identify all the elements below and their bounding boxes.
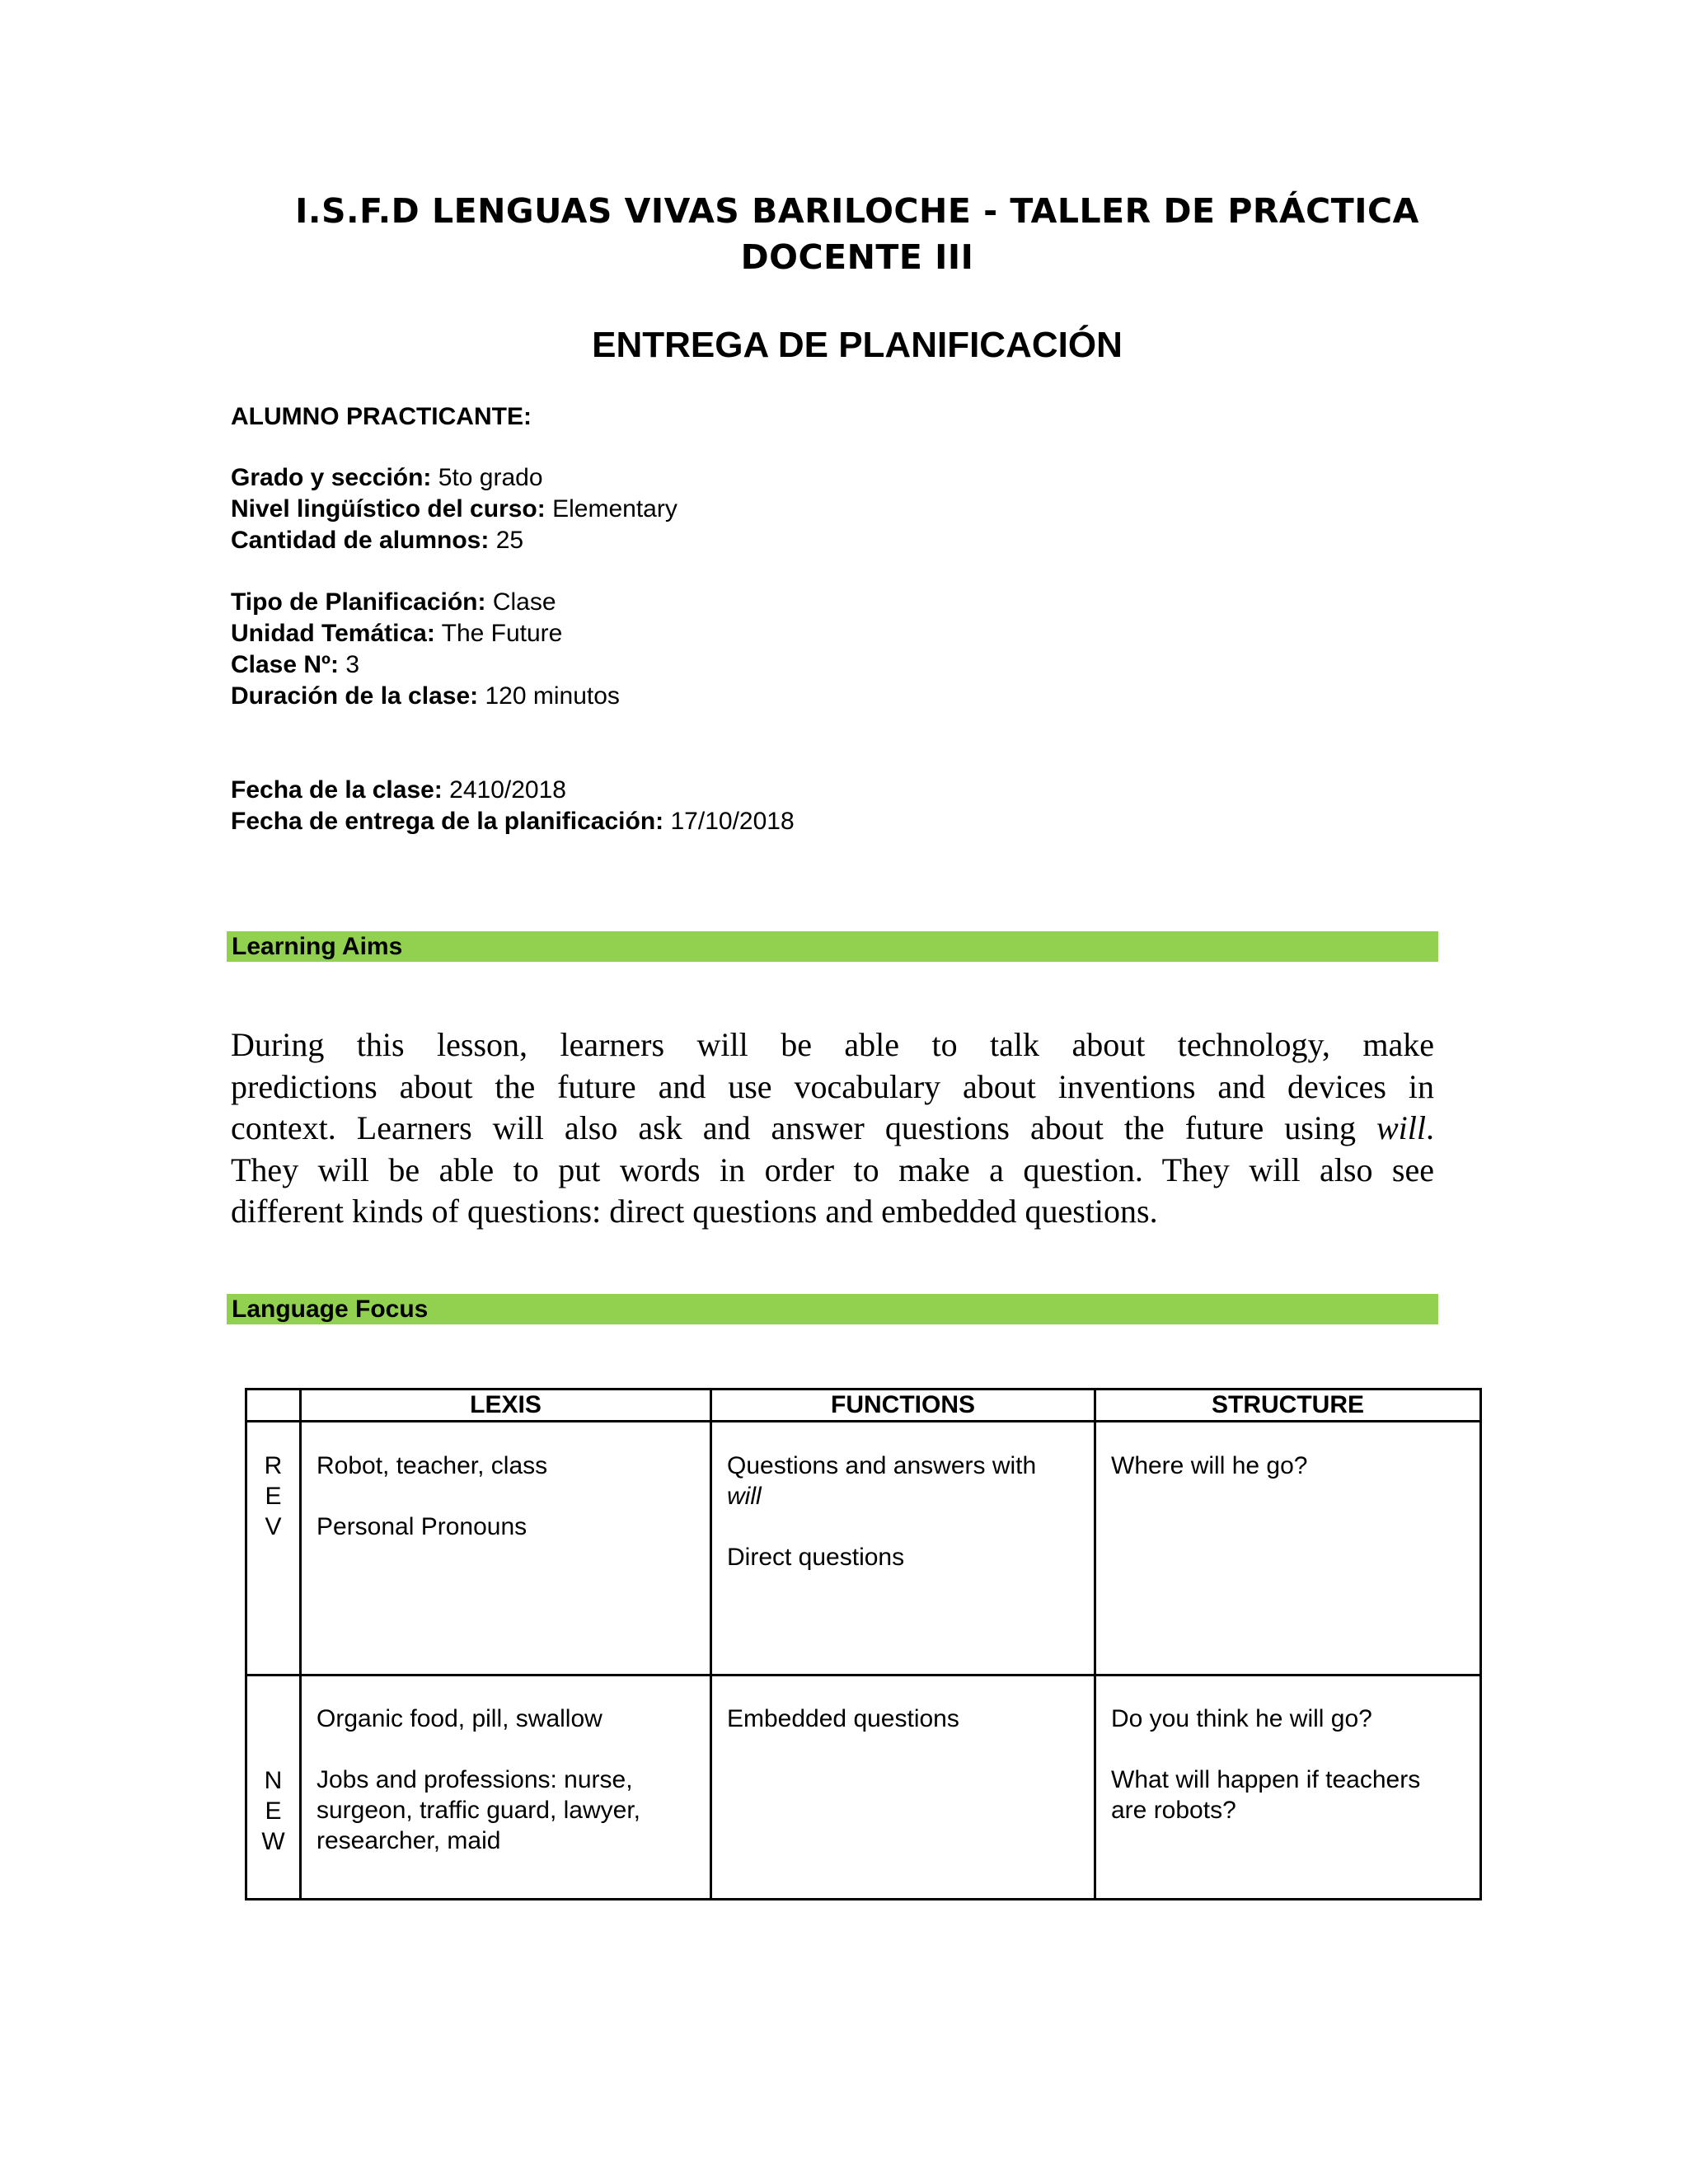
field-fecha-value: 2410/2018 <box>449 776 566 804</box>
rev-side-r: R <box>264 1452 283 1479</box>
new-side-label <box>246 1675 301 1900</box>
aims-line-1: During this lesson, learners will be able to talk about technology, make <box>231 1026 1434 1063</box>
field-nivel-label: Nivel lingüístico del curso: <box>231 495 546 523</box>
field-clase-value: 3 <box>345 651 360 678</box>
header-lexis: LEXIS <box>301 1390 711 1422</box>
new-structure-cell <box>1095 1675 1481 1900</box>
learning-aims-paragraph <box>231 1024 1434 1233</box>
field-entrega-label: Fecha de entrega de la planificación: <box>231 808 664 835</box>
field-duracion-label: Duración de la clase: <box>231 682 479 710</box>
field-tipo-label: Tipo de Planificación: <box>231 588 486 616</box>
table-row-rev <box>246 1422 1481 1675</box>
new-functions-cell <box>711 1675 1095 1900</box>
new-side-e: E <box>265 1797 282 1825</box>
field-alumno <box>231 401 532 433</box>
document-title <box>198 188 1517 280</box>
field-cantidad-value: 25 <box>495 527 524 554</box>
aims-line-3-text: context. Learners will also ask and answer questions about the future using <box>231 1109 1356 1146</box>
aims-line-2: predictions about the future and use vocabulary about inventions and devices in <box>231 1067 1434 1105</box>
field-grado-value: 5to grado <box>438 464 543 491</box>
field-cantidad-label: Cantidad de alumnos: <box>231 527 490 554</box>
rev-side-v: V <box>265 1513 282 1540</box>
header-structure: STRUCTURE <box>1095 1390 1481 1422</box>
field-unidad <box>231 618 562 649</box>
aims-line-3-period: . <box>1426 1109 1435 1146</box>
field-fecha <box>231 775 566 806</box>
new-structure-2b: are robots? <box>1111 1797 1236 1824</box>
section-heading-learning-aims: Learning Aims <box>232 933 403 960</box>
rev-lexis-1: Robot, teacher, class <box>316 1452 548 1479</box>
aims-line-3 <box>231 1108 1434 1150</box>
section-heading-language-focus: Language Focus <box>232 1296 429 1323</box>
field-clase-label: Clase Nº: <box>231 651 340 678</box>
title-line-2: DOCENTE III <box>740 237 974 277</box>
aims-line-4: They will be able to put words in order to make a question. They will also see <box>231 1151 1434 1188</box>
field-unidad-label: Unidad Temática: <box>231 620 435 647</box>
table-row-new <box>246 1675 1481 1900</box>
aims-will-emphasis: will <box>1376 1109 1427 1146</box>
rev-functions-cell <box>711 1422 1095 1675</box>
rev-structure-cell <box>1095 1422 1481 1675</box>
field-duracion-value: 120 minutos <box>485 682 620 710</box>
rev-lexis-2: Personal Pronouns <box>316 1513 528 1540</box>
rev-side-e: E <box>265 1483 282 1510</box>
new-lexis-2a: Jobs and professions: nurse, <box>316 1766 633 1793</box>
new-structure-2a: What will happen if teachers <box>1111 1766 1421 1793</box>
new-lexis-1: Organic food, pill, swallow <box>316 1705 603 1732</box>
header-blank <box>246 1390 301 1422</box>
field-fecha-label: Fecha de la clase: <box>231 776 443 804</box>
field-unidad-value: The Future <box>441 620 563 647</box>
rev-structure-1: Where will he go? <box>1111 1452 1308 1479</box>
field-entrega <box>231 806 795 837</box>
field-grado <box>231 462 543 494</box>
language-focus-table <box>245 1388 1482 1900</box>
field-clase <box>231 649 359 681</box>
new-lexis-2b: surgeon, traffic guard, lawyer, <box>316 1797 640 1824</box>
document-subtitle: ENTREGA DE PLANIFICACIÓN <box>592 325 1123 365</box>
table-header-row <box>246 1390 1481 1422</box>
header-functions: FUNCTIONS <box>711 1390 1095 1422</box>
section-band-learning-aims <box>227 931 1438 962</box>
field-nivel-value: Elementary <box>552 495 678 523</box>
rev-side-label <box>246 1422 301 1675</box>
section-band-language-focus <box>227 1294 1438 1324</box>
title-line-1: I.S.F.D LENGUAS VIVAS BARILOCHE - TALLER DE PRÁCTICA <box>295 191 1419 231</box>
field-grado-label: Grado y sección: <box>231 464 432 491</box>
new-side-n: N <box>264 1767 283 1794</box>
field-entrega-value: 17/10/2018 <box>670 808 795 835</box>
rev-functions-1: Questions and answers with <box>727 1452 1037 1479</box>
rev-lexis-cell <box>301 1422 711 1675</box>
new-structure-1: Do you think he will go? <box>1111 1705 1372 1732</box>
new-lexis-2c: researcher, maid <box>316 1827 501 1854</box>
field-tipo-value: Clase <box>492 588 556 616</box>
aims-line-5: different kinds of questions: direct questions and embedded questions. <box>231 1193 1158 1230</box>
rev-functions-2: Direct questions <box>727 1544 905 1571</box>
new-side-w: W <box>261 1828 285 1855</box>
rev-functions-will: will <box>727 1483 762 1510</box>
field-nivel <box>231 494 678 525</box>
field-cantidad <box>231 525 523 556</box>
field-tipo <box>231 587 556 618</box>
field-duracion <box>231 681 620 712</box>
new-functions-1: Embedded questions <box>727 1705 959 1732</box>
field-alumno-label: ALUMNO PRACTICANTE: <box>231 403 532 430</box>
new-lexis-cell <box>301 1675 711 1900</box>
